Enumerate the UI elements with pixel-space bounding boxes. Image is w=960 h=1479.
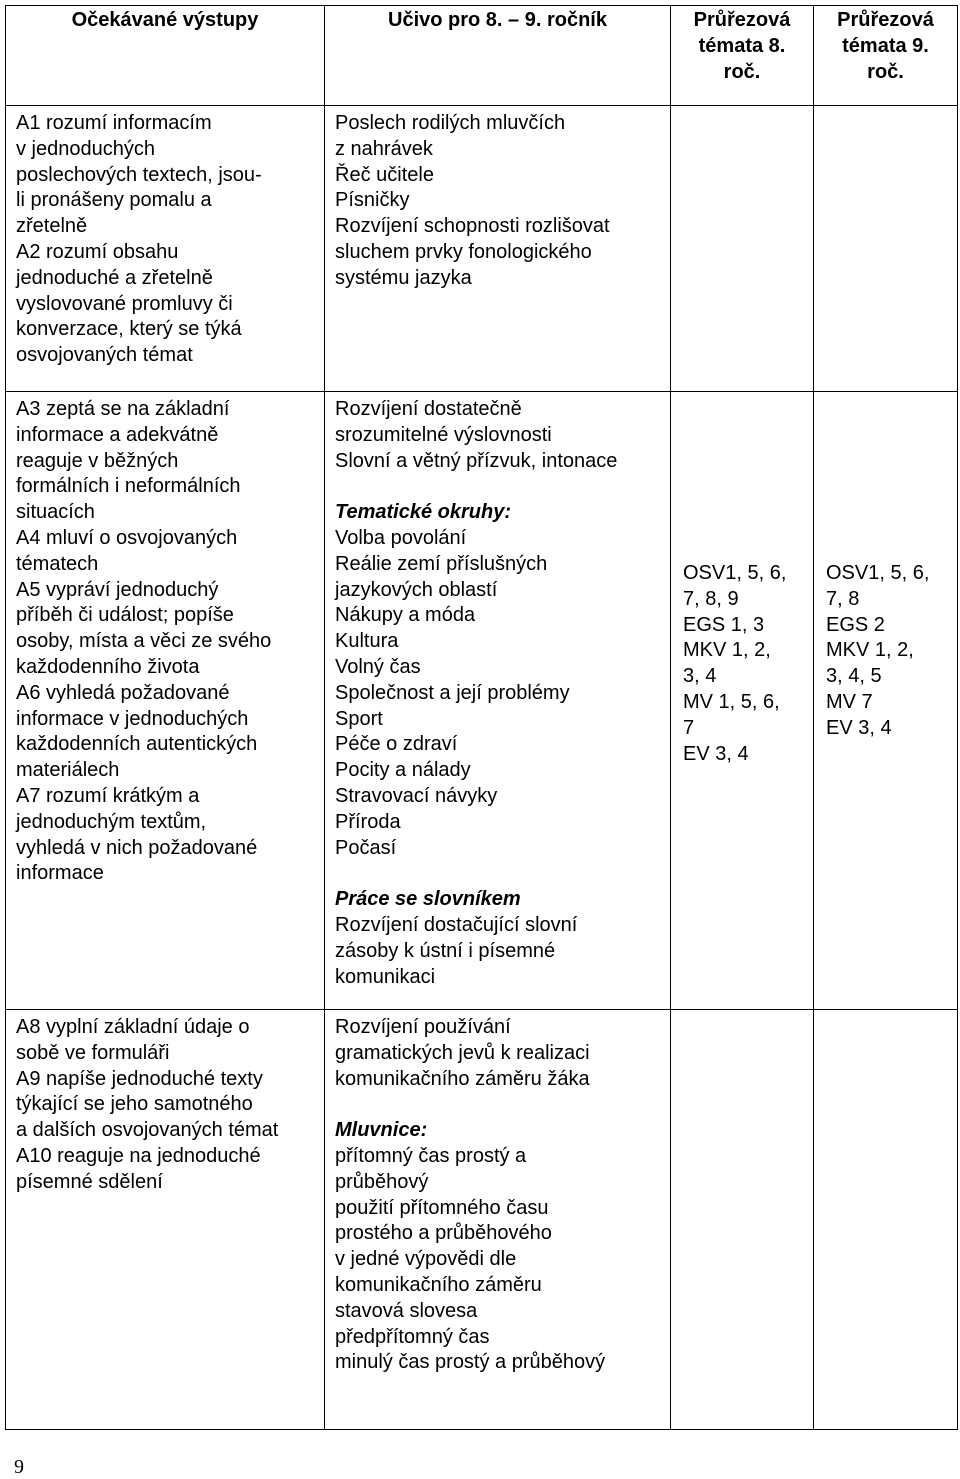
text-line: Pocity a nálady: [335, 759, 471, 782]
outcomes-cell: [6, 392, 325, 1010]
text-line: reaguje v běžných: [16, 449, 179, 472]
text-line: konverzace, který se týká: [16, 318, 242, 341]
text-line: A9 napíše jednoduché texty: [16, 1067, 263, 1090]
text-line: zásoby k ústní i písemné: [335, 939, 556, 962]
text-line: Sport: [335, 707, 383, 730]
text-line: A5 vypráví jednoduchý: [16, 578, 219, 601]
content-group-grammar-use: [335, 1015, 660, 1092]
text-line: A2 rozumí obsahu: [16, 240, 179, 263]
text-line: použití přítomného času: [335, 1196, 549, 1219]
text-line: průběhový: [335, 1170, 429, 1193]
heading-topics: Tematické okruhy:: [335, 501, 511, 524]
text-line: A3 zeptá se na základní: [16, 398, 230, 420]
pt8-cell: [671, 106, 814, 392]
text-line: EV 3, 4: [683, 742, 749, 765]
text-line: písemné sdělení: [16, 1170, 163, 1193]
text-line: poslechových textech, jsou-: [16, 163, 262, 186]
outcomes-cell: [6, 1010, 325, 1430]
content-list: [325, 106, 670, 292]
content-group-pronunciation: [335, 397, 660, 474]
text-line: Volba povolání: [335, 526, 467, 549]
text-line: minulý čas prostý a průběhový: [335, 1351, 606, 1374]
text-line: MKV 1, 2,: [826, 639, 914, 662]
pt8-cell: [671, 1010, 814, 1430]
text-line: MKV 1, 2,: [683, 639, 771, 662]
text-line: 3, 4: [683, 665, 717, 688]
header-content: Učivo pro 8. – 9. ročník: [325, 6, 671, 106]
text-line: OSV1, 5, 6,: [826, 562, 930, 584]
pt9-cell: [814, 106, 958, 392]
text-line: Nákupy a móda: [335, 604, 476, 627]
text-line: situacích: [16, 501, 95, 524]
spacer: [335, 474, 660, 500]
header-pt9-line: témata 9.: [842, 35, 929, 57]
text-line: předpřítomný čas: [335, 1325, 490, 1348]
text-line: jazykových oblastí: [335, 578, 498, 601]
text-line: Rozvíjení používání: [335, 1016, 511, 1038]
text-line: informace a adekvátně: [16, 423, 219, 446]
text-line: Volný čas: [335, 655, 421, 678]
text-line: Rozvíjení dostatečně: [335, 398, 522, 420]
content-list: [325, 1010, 670, 1376]
text-line: sobě ve formuláři: [16, 1041, 170, 1064]
content-group-topics: [335, 526, 660, 861]
text-line: informace v jednoduchých: [16, 707, 249, 730]
heading-grammar: Mluvnice:: [335, 1119, 428, 1142]
text-line: 7, 8, 9: [683, 587, 739, 610]
text-line: jednoduché a zřetelně: [16, 266, 213, 289]
table-row: [6, 1010, 958, 1430]
text-line: zřetelně: [16, 215, 88, 238]
text-line: stavová slovesa: [335, 1299, 478, 1322]
curriculum-table: [5, 5, 958, 1430]
text-line: A10 reaguje na jednoduché: [16, 1144, 261, 1167]
header-outcomes: Očekávané výstupy: [6, 6, 325, 106]
text-line: A7 rozumí krátkým a: [16, 784, 200, 807]
header-pt9: [814, 6, 958, 106]
text-line: A4 mluví o osvojovaných: [16, 526, 238, 549]
header-pt9-line: Průřezová: [837, 9, 934, 31]
text-line: tématech: [16, 552, 99, 575]
header-pt8-line: témata 8.: [698, 35, 786, 57]
text-line: příběh či událost; popíše: [16, 604, 234, 627]
spacer: [335, 861, 660, 887]
text-line: 3, 4, 5: [826, 665, 882, 688]
text-line: Péče o zdraví: [335, 733, 458, 756]
pt9-list: [814, 392, 957, 742]
text-line: informace: [16, 862, 104, 885]
text-line: z nahrávek: [335, 137, 433, 160]
text-line: Stravovací návyky: [335, 784, 498, 807]
text-line: každodenního života: [16, 655, 200, 678]
text-line: osvojovaných témat: [16, 344, 193, 367]
text-line: formálních i neformálních: [16, 475, 241, 498]
text-line: týkající se jeho samotného: [16, 1093, 253, 1116]
content-list: [325, 392, 670, 990]
text-line: Rozvíjení schopnosti rozlišovat: [335, 215, 610, 238]
pt9-cell: [814, 1010, 958, 1430]
text-line: A6 vyhledá požadované: [16, 681, 230, 704]
text-line: srozumitelné výslovnosti: [335, 423, 552, 446]
text-line: EGS 2: [826, 613, 885, 636]
text-line: 7, 8: [826, 587, 860, 610]
text-line: MV 1, 5, 6,: [683, 690, 780, 713]
spacer: [335, 1092, 660, 1118]
text-line: sluchem prvky fonologického: [335, 240, 592, 263]
text-line: Počasí: [335, 836, 397, 859]
text-line: materiálech: [16, 759, 120, 782]
text-line: osoby, místa a věci ze svého: [16, 630, 272, 653]
pt8-list: [671, 392, 813, 767]
text-line: přítomný čas prostý a: [335, 1144, 527, 1167]
text-line: prostého a průběhového: [335, 1222, 552, 1245]
content-cell: [325, 106, 671, 392]
text-line: Poslech rodilých mluvčích: [335, 112, 566, 134]
text-line: li pronášeny pomalu a: [16, 189, 212, 212]
text-line: Kultura: [335, 630, 399, 653]
text-line: v jedné výpovědi dle: [335, 1248, 517, 1271]
page-number: 9: [14, 1456, 24, 1478]
text-line: EGS 1, 3: [683, 613, 765, 636]
outcomes-list: [6, 1010, 324, 1196]
header-pt9-line: roč.: [867, 61, 904, 83]
pt8-cell: [671, 392, 814, 1010]
text-line: A1 rozumí informacím: [16, 112, 212, 134]
header-pt8-line: roč.: [723, 61, 761, 83]
text-line: Rozvíjení dostačující slovní: [335, 913, 578, 936]
text-line: OSV1, 5, 6,: [683, 562, 787, 584]
text-line: Slovní a větný přízvuk, intonace: [335, 449, 618, 472]
text-line: Řeč učitele: [335, 163, 434, 186]
outcomes-list: [6, 106, 324, 369]
text-line: komunikačního záměru žáka: [335, 1067, 590, 1090]
content-group-dictionary: [335, 913, 660, 990]
header-row: [6, 6, 958, 106]
text-line: Písničky: [335, 189, 410, 212]
text-line: a dalších osvojovaných témat: [16, 1119, 279, 1142]
text-line: komunikačního záměru: [335, 1273, 542, 1296]
text-line: vyslovované promluvy či: [16, 292, 233, 315]
text-line: každodenních autentických: [16, 733, 258, 756]
text-line: MV 7: [826, 690, 873, 713]
table-row: [6, 392, 958, 1010]
text-line: Příroda: [335, 810, 401, 833]
outcomes-list: [6, 392, 324, 887]
text-line: 7: [683, 716, 695, 739]
text-line: vyhledá v nich požadované: [16, 836, 258, 859]
text-line: v jednoduchých: [16, 137, 155, 160]
text-line: Reálie zemí příslušných: [335, 552, 548, 575]
text-line: systému jazyka: [335, 266, 472, 289]
text-line: Společnost a její problémy: [335, 681, 570, 704]
text-line: jednoduchým textům,: [16, 810, 207, 833]
outcomes-cell: [6, 106, 325, 392]
text-line: A8 vyplní základní údaje o: [16, 1016, 250, 1038]
text-line: komunikaci: [335, 965, 436, 988]
text-line: EV 3, 4: [826, 716, 892, 739]
heading-dictionary: Práce se slovníkem: [335, 888, 521, 911]
table-row: [6, 106, 958, 392]
text-line: gramatických jevů k realizaci: [335, 1041, 590, 1064]
header-pt8: [671, 6, 814, 106]
content-group-grammar: [335, 1144, 660, 1376]
content-cell: [325, 392, 671, 1010]
content-cell: [325, 1010, 671, 1430]
pt9-cell: [814, 392, 958, 1010]
header-pt8-line: Průřezová: [693, 9, 791, 31]
